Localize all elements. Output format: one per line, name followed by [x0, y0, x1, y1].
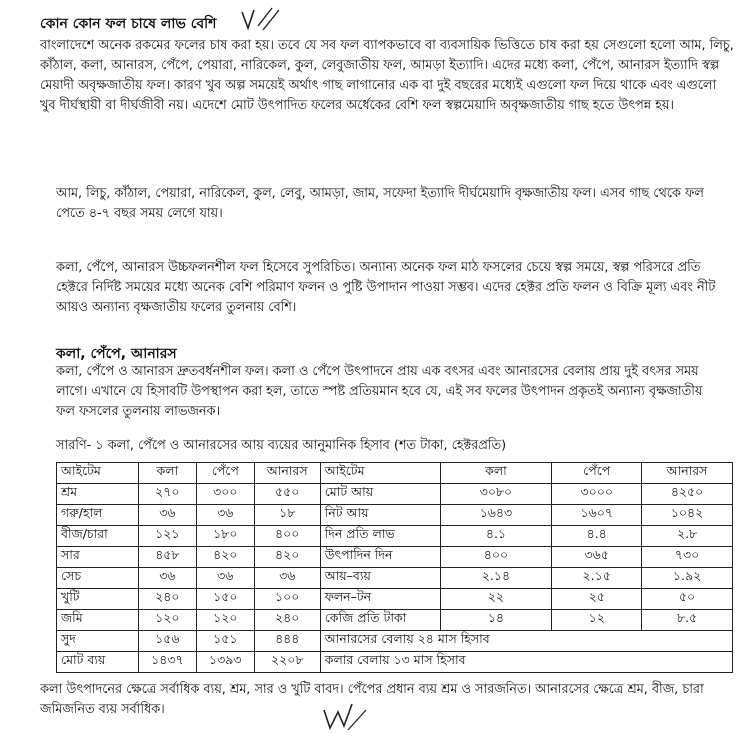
table-cell: ২.১৫ — [552, 568, 642, 589]
table-cell: ৫৫০ — [254, 484, 320, 505]
table-cell: ১৮০ — [196, 526, 254, 547]
table-cell: ২৪০ — [254, 610, 320, 631]
header-cell: কলা — [440, 463, 552, 484]
table-cell: ১০৪২ — [642, 505, 733, 526]
table-cell: ৫০ — [642, 589, 733, 610]
table-header-row — [57, 463, 733, 484]
header-cell: আইটেম — [320, 463, 440, 484]
signature-mark-bottom — [318, 700, 370, 734]
header-cell: আনারস — [254, 463, 320, 484]
table-cell: ২২০৮ — [254, 652, 320, 673]
table-cell: ১৫০ — [196, 589, 254, 610]
table-cell: নিট আয় — [320, 505, 440, 526]
header-cell: আইটেম — [57, 463, 139, 484]
long-term-fruits-paragraph: আম, লিচু, কাঁঠাল, পেয়ারা, নারিকেল, কুল, লেবু, আমড়া, জাম, সফেদা ইত্যাদি দীর্ঘমেয়াদি বৃক্ষজাতীয় ফল। এসব গাছ থেকে ফল পেতে ৪-৭ বছর সময় লেগে যায়। — [56, 186, 704, 221]
table-cell: ২৭০ — [138, 484, 196, 505]
table-cell: ৩৬ — [138, 505, 196, 526]
table-cell: গরু/হাল — [57, 505, 139, 526]
table-cell: সার — [57, 547, 139, 568]
table-cell: ১২০ — [138, 610, 196, 631]
table-cell: ১২১ — [138, 526, 196, 547]
table-cell: ২৪০ — [138, 589, 196, 610]
table-cell: মোট ব্যয় — [57, 652, 139, 673]
table-cell: ২২ — [440, 589, 552, 610]
page-heading: কোন কোন ফল চাষে লাভ বেশি — [40, 16, 217, 32]
table-cell: ১৮ — [254, 505, 320, 526]
table-row — [57, 631, 733, 652]
table-row — [57, 484, 733, 505]
table-row — [57, 526, 733, 547]
table-cell: ৩৬৫ — [552, 547, 642, 568]
table-cell: ৪৪৪ — [254, 631, 320, 652]
table-row — [57, 589, 733, 610]
table-cell: ১৩৯৩ — [196, 652, 254, 673]
table-cell: ১৫১ — [196, 631, 254, 652]
table-cell: বীজ/চারা — [57, 526, 139, 547]
table-cell: ৩৬ — [138, 568, 196, 589]
table-cell: ১৫৬ — [138, 631, 196, 652]
table-cell: ৪০০ — [254, 526, 320, 547]
table-cell: ৭৩০ — [642, 547, 733, 568]
high-yield-paragraph: কলা, পেঁপে, আনারস উচ্চফলনশীল ফল হিসেবে সুপরিচিত। অন্যান্য অনেক ফল মাঠ ফসলের চেয়ে স্বল্প সময়ে, স্বল্প পরিসরে প্রতি হেক্টরে নির্দিষ্ট সময়ের মধ্যে অনেক বেশি পরিমাণ ফলন ও পুষ্টি উপাদান পাওয়া সম্ভব। এদের হেক্টর প্রতি ফলন ও বিক্রি মূল্য এবং নীট আয়ও অন্যান্য বৃক্ষজাতীয় ফলের তুলনায় বেশি। — [56, 260, 716, 315]
table-cell: ১৬৪৩ — [440, 505, 552, 526]
signature-mark-top — [238, 4, 284, 34]
table-cell: ১২০ — [196, 610, 254, 631]
table-row — [57, 652, 733, 673]
table-cell: ৩০০ — [196, 484, 254, 505]
table-cell: ৮.৫ — [642, 610, 733, 631]
table-cell: ৩৬ — [254, 568, 320, 589]
table-cell: ৪০০ — [440, 547, 552, 568]
table-cell: ১.৯২ — [642, 568, 733, 589]
table-cell: ৪২৫০ — [642, 484, 733, 505]
table-row — [57, 547, 733, 568]
table-cell: ৩০৮০ — [440, 484, 552, 505]
table-cell: ৩৬ — [196, 568, 254, 589]
table-row — [57, 505, 733, 526]
table-cell: ১০০ — [254, 589, 320, 610]
header-cell: পেঁপে — [552, 463, 642, 484]
table-cell: ১৪ — [440, 610, 552, 631]
table-cell: সেচ — [57, 568, 139, 589]
table-cell: ২.১৪ — [440, 568, 552, 589]
table-cell: উৎপাদিন দিন — [320, 547, 440, 568]
table-cell: খুটি — [57, 589, 139, 610]
table-cell: জমি — [57, 610, 139, 631]
closing-paragraph: কলা উৎপাদনের ক্ষেত্রে সর্বাধিক ব্যয়, শ্রম, সার ও খুটি বাবদ। পেঁপের প্রধান ব্যয় শ্রম ও সারজনিত। আনারসের ক্ষেত্রে শ্রম, বীজ, চারা জমিজনিত ব্যয় সর্বাধিক। — [40, 682, 704, 717]
table-cell: সুদ — [57, 631, 139, 652]
table-cell: ১৪৩৭ — [138, 652, 196, 673]
table-cell: ৪.৪ — [552, 526, 642, 547]
table-cell: ২.৮ — [642, 526, 733, 547]
table-cell: ৪২০ — [254, 547, 320, 568]
table-note-cell: আনারসের বেলায় ২৪ মাস হিসাব — [320, 631, 732, 652]
table-cell: ২৫ — [552, 589, 642, 610]
table-cell: শ্রম — [57, 484, 139, 505]
table-cell: আয়–ব্যয় — [320, 568, 440, 589]
table-cell: ১৬০৭ — [552, 505, 642, 526]
table-note-cell: কলার বেলায় ১৩ মাস হিসাব — [320, 652, 732, 673]
table-caption: সারণি- ১ কলা, পেঁপে ও আনারসের আয় ব্যয়ের আনুমানিক হিসাব (শত টাকা, হেক্টরপ্রতি) — [56, 438, 507, 453]
header-cell: পেঁপে — [196, 463, 254, 484]
table-cell: ৪.১ — [440, 526, 552, 547]
table-cell: দিন প্রতি লাভ — [320, 526, 440, 547]
section-subheading: কলা, পেঁপে, আনারস — [56, 346, 177, 362]
cost-income-table — [56, 462, 733, 673]
table-cell: ১২ — [552, 610, 642, 631]
table-cell: ফলন–টন — [320, 589, 440, 610]
table-row — [57, 610, 733, 631]
table-cell: মোট আয় — [320, 484, 440, 505]
table-cell: কেজি প্রতি টাকা — [320, 610, 440, 631]
header-cell: কলা — [138, 463, 196, 484]
table-cell: ৩০০০ — [552, 484, 642, 505]
fast-growing-paragraph: কলা, পেঁপে ও আনারস দ্রুতবর্ধনশীল ফল। কলা ও পেঁপে উৎপাদনে প্রায় এক বৎসর এবং আনারসের বেলায় প্রায় দুই বৎসর সময় লাগে। এখানে যে হিসাবটি উপস্থাপন করা হল, তাতে স্পষ্ট প্রতিয়মান হবে যে, এই সব ফলের উৎপাদন প্রকৃতই অন্যান্য বৃক্ষজাতীয় ফল ফসলের তুলনায় লাভজনক। — [56, 364, 703, 419]
table-cell: ৪৫৮ — [138, 547, 196, 568]
intro-paragraph: বাংলাদেশে অনেক রকমের ফলের চাষ করা হয়। তবে যে সব ফল ব্যাপকভাবে বা ব্যবসায়িক ভিত্তিতে চাষ করা হয় সেগুলো হলো আম, লিচু, কাঁঠাল, কলা, আনারস, পেঁপে, পেয়ারা, নারিকেল, কুল, লেবুজাতীয় ফল, আমড়া ইত্যাদি। এদের মধ্যে কলা, পেঁপে, আনারস ইত্যাদি স্বল্প মেয়াদী অবৃক্ষজাতীয় ফল। কারণ খুব অল্প সময়েই অর্থাৎ গাছ লাগানোর এক বা দুই বছরের মধ্যেই এগুলো ফল দিয়ে থাকে এবং এগুলো খুব দীর্ঘস্থায়ী বা দীর্ঘজীবী নয়। এদেশে মোট উৎপাদিত ফলের অর্ধেকের বেশি ফল স্বল্পমেয়াদি অবৃক্ষজাতীয় গাছ হতে উৎপন্ন হয়। — [40, 38, 734, 113]
table-cell: ৪২০ — [196, 547, 254, 568]
table-row — [57, 568, 733, 589]
header-cell: আনারস — [642, 463, 733, 484]
table-cell: ৩৬ — [196, 505, 254, 526]
